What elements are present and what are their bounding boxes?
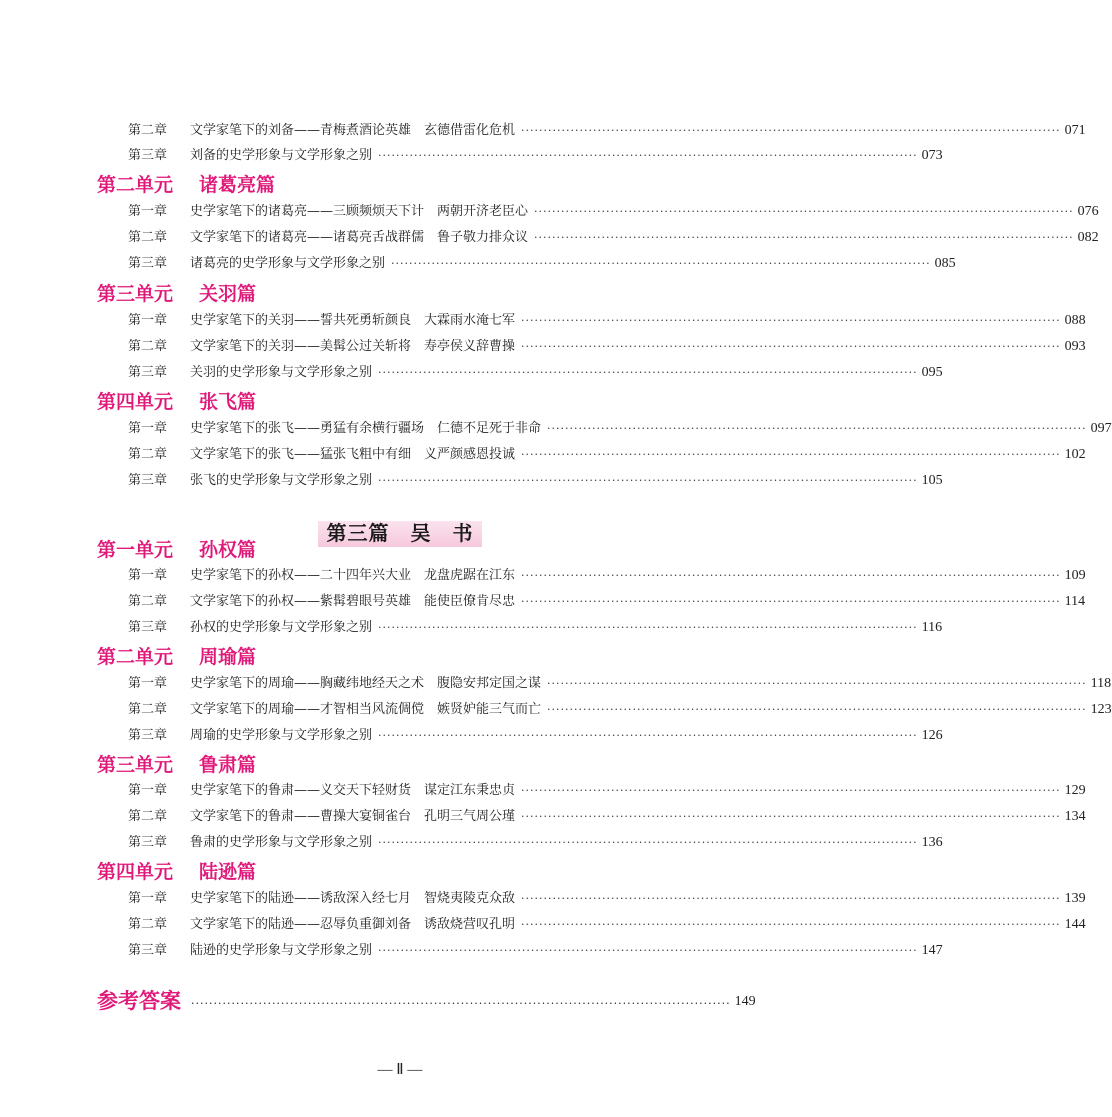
chapter-number: 第二章 [128, 230, 168, 245]
page-ref: 073 [921, 148, 943, 163]
chapter-number: 第三章 [128, 835, 168, 850]
chapter-number: 第二章 [128, 447, 168, 462]
unit-heading[interactable] [97, 537, 256, 563]
toc-entry[interactable] [128, 915, 1086, 935]
page-number: — Ⅱ — [377, 1062, 423, 1078]
unit-name: 张飞篇 [199, 391, 257, 413]
dot-leader: ························································································································ [378, 621, 918, 634]
unit-label: 第三单元 [97, 754, 174, 776]
chapter-title: 文学家笔下的张飞——猛张飞粗中有细 义严颜感恩投诚 [190, 447, 516, 462]
unit-name: 周瑜篇 [199, 646, 257, 668]
toc-entry[interactable] [128, 833, 943, 853]
toc-entry[interactable] [128, 674, 1112, 694]
references-title: 参考答案 [97, 988, 181, 1013]
chapter-title: 文学家笔下的关羽——美髯公过关斩将 寿亭侯义辞曹操 [190, 339, 516, 354]
chapter-number: 第三章 [128, 473, 168, 488]
dot-leader: ························································································································ [521, 340, 1061, 353]
unit-heading[interactable] [97, 859, 256, 885]
chapter-title: 陆逊的史学形象与文学形象之别 [190, 943, 373, 958]
toc-entry[interactable] [128, 254, 956, 274]
toc-entry[interactable] [128, 726, 943, 746]
dot-leader: ························································································································ [547, 703, 1087, 716]
chapter-title: 张飞的史学形象与文学形象之别 [190, 473, 373, 488]
toc-entry[interactable] [128, 807, 1086, 827]
page-ref: 097 [1090, 421, 1112, 436]
dot-leader: ························································································································ [521, 595, 1061, 608]
dot-leader: ························································································································ [547, 677, 1087, 690]
chapter-number: 第二章 [128, 339, 168, 354]
page-ref: 093 [1064, 339, 1086, 354]
chapter-number: 第三章 [128, 256, 168, 271]
page-ref: 144 [1064, 917, 1086, 932]
toc-entry[interactable] [128, 700, 1112, 720]
unit-heading[interactable] [97, 172, 275, 198]
chapter-title: 刘备的史学形象与文学形象之别 [190, 148, 373, 163]
toc-entry[interactable] [128, 941, 943, 961]
chapter-number: 第一章 [128, 891, 168, 906]
dot-leader: ························································································································ [378, 474, 918, 487]
dot-leader: ························································································································ [391, 257, 931, 270]
chapter-title: 文学家笔下的鲁肃——曹操大宴铜雀台 孔明三气周公瑾 [190, 809, 516, 824]
chapter-title: 史学家笔下的张飞——勇猛有余横行疆场 仁德不足死于非命 [190, 421, 542, 436]
unit-heading[interactable] [97, 281, 256, 307]
chapter-title: 史学家笔下的诸葛亮——三顾频烦天下计 两朝开济老臣心 [190, 204, 529, 219]
dot-leader: ························································································································ [521, 314, 1061, 327]
dot-leader: ························································································································ [378, 729, 918, 742]
chapter-title: 孙权的史学形象与文学形象之别 [190, 620, 373, 635]
dot-leader: ························································································································ [378, 149, 918, 162]
unit-label: 第二单元 [97, 646, 174, 668]
dot-leader: ························································································································ [378, 944, 918, 957]
dot-leader: ························································································································ [521, 569, 1061, 582]
dot-leader: ························································································································ [378, 366, 918, 379]
chapter-title: 文学家笔下的周瑜——才智相当风流倜傥 嫉贤妒能三气而亡 [190, 702, 542, 717]
dot-leader: ························································································································ [534, 205, 1074, 218]
toc-entry[interactable] [128, 228, 1099, 248]
page-ref: 116 [921, 620, 943, 635]
page-ref: 134 [1064, 809, 1086, 824]
chapter-title: 史学家笔下的鲁肃——义交天下轻财货 谋定江东秉忠贞 [190, 783, 516, 798]
unit-label: 第一单元 [97, 539, 174, 561]
unit-name: 诸葛亮篇 [199, 174, 276, 196]
chapter-number: 第二章 [128, 702, 168, 717]
references-entry[interactable] [97, 986, 756, 1014]
part-title[interactable]: 第三篇 吴 书 [326, 521, 474, 545]
dot-leader: ························································································································ [191, 996, 731, 1010]
unit-label: 第二单元 [97, 174, 174, 196]
toc-entry[interactable] [128, 363, 943, 383]
unit-label: 第四单元 [97, 861, 174, 883]
page-ref: 082 [1077, 230, 1099, 245]
chapter-title: 史学家笔下的周瑜——胸藏纬地经天之术 腹隐安邦定国之谋 [190, 676, 542, 691]
chapter-number: 第二章 [128, 594, 168, 609]
chapter-title: 文学家笔下的诸葛亮——诸葛亮舌战群儒 鲁子敬力排众议 [190, 230, 529, 245]
chapter-number: 第三章 [128, 620, 168, 635]
unit-name: 鲁肃篇 [199, 754, 257, 776]
unit-heading[interactable] [97, 389, 256, 415]
toc-entry[interactable] [128, 471, 943, 491]
chapter-number: 第三章 [128, 148, 168, 163]
toc-entry[interactable] [128, 889, 1086, 909]
chapter-title: 文学家笔下的刘备——青梅煮酒论英雄 玄德借雷化危机 [190, 123, 516, 138]
chapter-number: 第二章 [128, 917, 168, 932]
page-ref: 136 [921, 835, 943, 850]
chapter-title: 诸葛亮的史学形象与文学形象之别 [190, 256, 386, 271]
page-ref: 102 [1064, 447, 1086, 462]
toc-entry[interactable] [128, 311, 1086, 331]
toc-entry[interactable] [128, 445, 1086, 465]
page-ref: 126 [921, 728, 943, 743]
unit-name: 陆逊篇 [199, 861, 257, 883]
unit-label: 第三单元 [97, 283, 174, 305]
toc-entry[interactable] [128, 781, 1086, 801]
toc-entry[interactable] [128, 419, 1112, 439]
dot-leader: ························································································································ [521, 784, 1061, 797]
chapter-title: 关羽的史学形象与文学形象之别 [190, 365, 373, 380]
chapter-number: 第三章 [128, 943, 168, 958]
page-ref: 085 [934, 256, 956, 271]
unit-name: 关羽篇 [199, 283, 257, 305]
page-ref: 114 [1064, 594, 1086, 609]
chapter-number: 第一章 [128, 313, 168, 328]
chapter-title: 史学家笔下的孙权——二十四年兴大业 龙盘虎踞在江东 [190, 568, 516, 583]
chapter-number: 第三章 [128, 365, 168, 380]
chapter-title: 文学家笔下的孙权——紫髯碧眼号英雄 能使臣僚肯尽忠 [190, 594, 516, 609]
page-ref: 109 [1064, 568, 1086, 583]
unit-heading[interactable] [97, 644, 256, 670]
page-ref: 088 [1064, 313, 1086, 328]
page-ref: 076 [1077, 204, 1099, 219]
dot-leader: ························································································································ [521, 918, 1061, 931]
toc-entry[interactable] [128, 146, 943, 166]
dot-leader: ························································································································ [521, 124, 1061, 137]
page-ref: 071 [1064, 123, 1086, 138]
chapter-title: 文学家笔下的陆逊——忍辱负重御刘备 诱敌烧营叹孔明 [190, 917, 516, 932]
chapter-number: 第二章 [128, 123, 168, 138]
page-ref: 095 [921, 365, 943, 380]
dot-leader: ························································································································ [521, 810, 1061, 823]
toc-entry[interactable] [128, 566, 1086, 586]
page-ref: 139 [1064, 891, 1086, 906]
chapter-number: 第一章 [128, 676, 168, 691]
unit-label: 第四单元 [97, 391, 174, 413]
dot-leader: ························································································································ [378, 836, 918, 849]
page-ref: 149 [734, 994, 756, 1009]
chapter-title: 史学家笔下的关羽——誓共死勇斩颜良 大霖雨水淹七军 [190, 313, 516, 328]
page-ref: 147 [921, 943, 943, 958]
toc-entry[interactable] [128, 337, 1086, 357]
page-ref: 129 [1064, 783, 1086, 798]
dot-leader: ························································································································ [547, 422, 1087, 435]
toc-entry[interactable] [128, 592, 1086, 612]
chapter-number: 第一章 [128, 421, 168, 436]
chapter-number: 第二章 [128, 809, 168, 824]
dot-leader: ························································································································ [534, 231, 1074, 244]
dot-leader: ························································································································ [521, 448, 1061, 461]
page-ref: 118 [1090, 676, 1112, 691]
chapter-title: 鲁肃的史学形象与文学形象之别 [190, 835, 373, 850]
chapter-number: 第一章 [128, 783, 168, 798]
chapter-title: 周瑜的史学形象与文学形象之别 [190, 728, 373, 743]
unit-name: 孙权篇 [199, 539, 257, 561]
toc-entry[interactable] [128, 121, 1086, 141]
toc-entry[interactable] [128, 618, 943, 638]
dot-leader: ························································································································ [521, 892, 1061, 905]
toc-entry[interactable] [128, 202, 1099, 222]
chapter-number: 第一章 [128, 204, 168, 219]
page-ref: 123 [1090, 702, 1112, 717]
chapter-number: 第一章 [128, 568, 168, 583]
chapter-number: 第三章 [128, 728, 168, 743]
page-ref: 105 [921, 473, 943, 488]
unit-heading[interactable] [97, 752, 256, 778]
chapter-title: 史学家笔下的陆逊——诱敌深入经七月 智烧夷陵克众敌 [190, 891, 516, 906]
